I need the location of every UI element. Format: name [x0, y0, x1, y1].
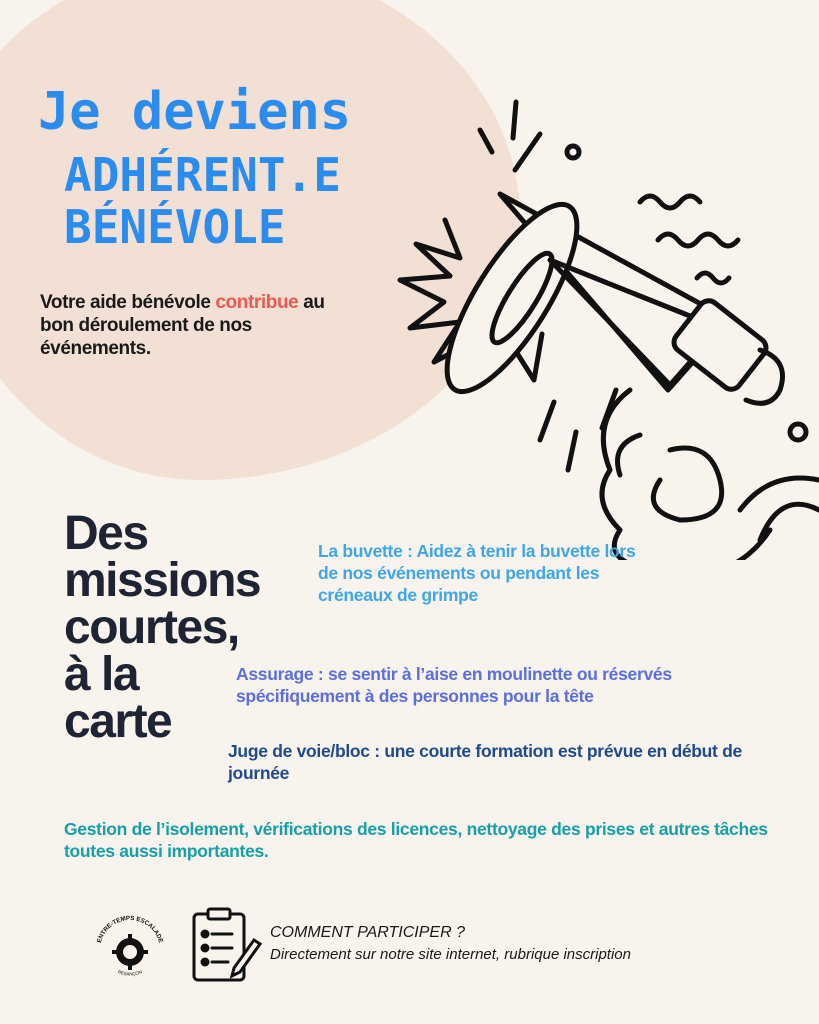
title-line-1: Je deviens	[38, 82, 352, 142]
title-line-2: ADHÉRENT.E	[64, 148, 341, 202]
how-to-participate	[270, 924, 631, 963]
missions-heading-line: à la	[64, 648, 139, 702]
intro-after: au bon déroulement de nos événements.	[40, 292, 325, 359]
cta-text: Directement sur notre site internet, rubrique inscription	[270, 946, 631, 963]
megaphone-illustration	[340, 90, 819, 560]
mission-assurage: Assurage : se sentir à l’aise en moulinette ou réservés spécifiquement à des personnes pour la tête	[236, 664, 672, 706]
missions-heading	[64, 507, 314, 749]
mission-other-tasks: Gestion de l’isolement, vérifications des licences, nettoyage des prises et autres tâches toutes aussi importantes.	[64, 819, 768, 861]
missions-heading-line: Des	[64, 507, 148, 560]
missions-heading-line: courtes,	[64, 601, 239, 655]
mission-juge: Juge de voie/bloc : une courte formation est prévue en début de journée	[228, 741, 742, 783]
logo-text-bottom: BESANÇON	[117, 969, 143, 977]
clipboard-icon	[190, 906, 262, 984]
intro-before: Votre aide bénévole	[40, 292, 216, 313]
cta-heading: COMMENT PARTICIPER ?	[270, 924, 465, 941]
missions-heading-line: carte	[64, 695, 172, 749]
title-line-3: BÉNÉVOLE	[64, 200, 286, 254]
logo-text-top: ENTRE-TEMPS ESCALADE	[95, 914, 165, 944]
missions-heading-line: missions	[64, 554, 261, 608]
intro-highlight: contribue	[215, 292, 299, 313]
club-logo	[92, 910, 168, 986]
svg-text:BESANÇON	[117, 969, 142, 977]
mission-buvette: La buvette : Aidez à tenir la buvette lors de nos événements ou pendant les créneaux de grimpe	[318, 541, 636, 605]
intro-text	[40, 292, 350, 360]
